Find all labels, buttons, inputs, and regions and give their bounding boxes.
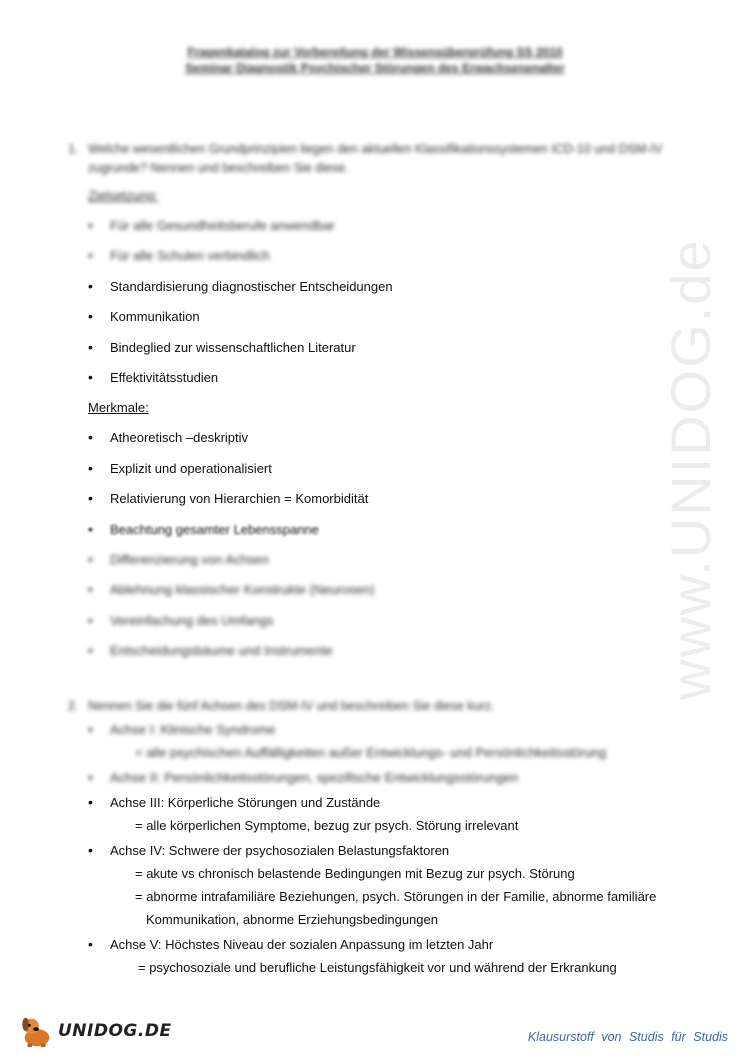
list-item: • Für alle Schulen verbindlich (88, 248, 270, 263)
document-header (0, 44, 750, 76)
watermark: www.UNIDOG.de (659, 238, 722, 700)
header-line-1: Fragenkatalog zur Vorbereitung der Wissensüberprüfung SS 2010 (187, 45, 563, 59)
list-item: • Kommunikation (88, 309, 200, 324)
list-item: • Achse I: Klinische Syndrome (88, 722, 275, 737)
list-item: • Ablehnung klassischer Konstrukte (Neurosen) (88, 582, 374, 597)
question-2 (68, 697, 668, 716)
list-item: • Für alle Gesundheitsberufe anwendbar (88, 218, 335, 233)
axis-description: = akute vs chronisch belastende Bedingungen mit Bezug zur psych. Störung (135, 866, 575, 881)
list-item: • Differenzierung von Achsen (88, 552, 269, 567)
list-item: • Vereinfachung des Umfangs (88, 613, 273, 628)
list-item: • Effektivitätsstudien (88, 370, 218, 385)
header-line-2: Seminar Diagnostik Psychischer Störungen des Erwachsenenalter (185, 61, 565, 75)
dog-mascot-icon (18, 1012, 56, 1050)
section-heading-goals: Zielsetzung: (88, 188, 159, 203)
list-item: • Relativierung von Hierarchien = Komorbidität (88, 491, 368, 506)
list-item: • Achse II: Persönlichkeitsstörungen, spezifische Entwicklungsstörungen (88, 770, 518, 785)
axis-description: = alle körperlichen Symptome, bezug zur psych. Störung irrelevant (135, 818, 519, 833)
axis-description: = abnorme intrafamiliäre Beziehungen, psych. Störungen in der Familie, abnorme familiäre (135, 889, 657, 904)
list-item: • Beachtung gesamter Lebensspanne (88, 522, 319, 537)
list-item: • Achse IV: Schwere der psychosozialen Belastungsfaktoren (88, 843, 449, 858)
logo-text: UNIDOG.DE (58, 1021, 172, 1041)
axis-description: = alle psychischen Auffälligkeiten außer Entwicklungs- und Persönlichkeitsstörung (135, 745, 607, 760)
question-1 (68, 140, 668, 178)
list-item: • Atheoretisch –deskriptiv (88, 430, 248, 445)
list-item: • Explizit und operationalisiert (88, 461, 272, 476)
question-number: 1. (68, 142, 79, 156)
list-item: • Achse III: Körperliche Störungen und Zustände (88, 795, 380, 810)
question-text: Nennen Sie die fünf Achsen des DSM-IV und beschreiben Sie diese kurz. (88, 699, 495, 713)
question-text: Welche wesentlichen Grundprinzipien liegen den aktuellen Klassifikationssystemen ICD-10 und DSM-IV zugrunde? Nennen und beschreiben Sie diese. (88, 142, 663, 175)
axis-description: Kommunikation, abnorme Erziehungsbedingungen (146, 912, 438, 927)
footer-tagline: Klausurstoff von Studis für Studis (527, 1030, 728, 1044)
section-heading-features: Merkmale: (88, 400, 149, 415)
list-item: • Achse V: Höchstes Niveau der sozialen Anpassung im letzten Jahr (88, 937, 493, 952)
unidog-logo (18, 1012, 172, 1050)
list-item: • Bindeglied zur wissenschaftlichen Literatur (88, 340, 356, 355)
list-item: • Entscheidungsbäume und Instrumente (88, 643, 333, 658)
question-number: 2. (68, 699, 79, 713)
list-item: • Standardisierung diagnostischer Entscheidungen (88, 279, 393, 294)
axis-description: = psychosoziale und berufliche Leistungsfähigkeit vor und während der Erkrankung (138, 960, 617, 975)
